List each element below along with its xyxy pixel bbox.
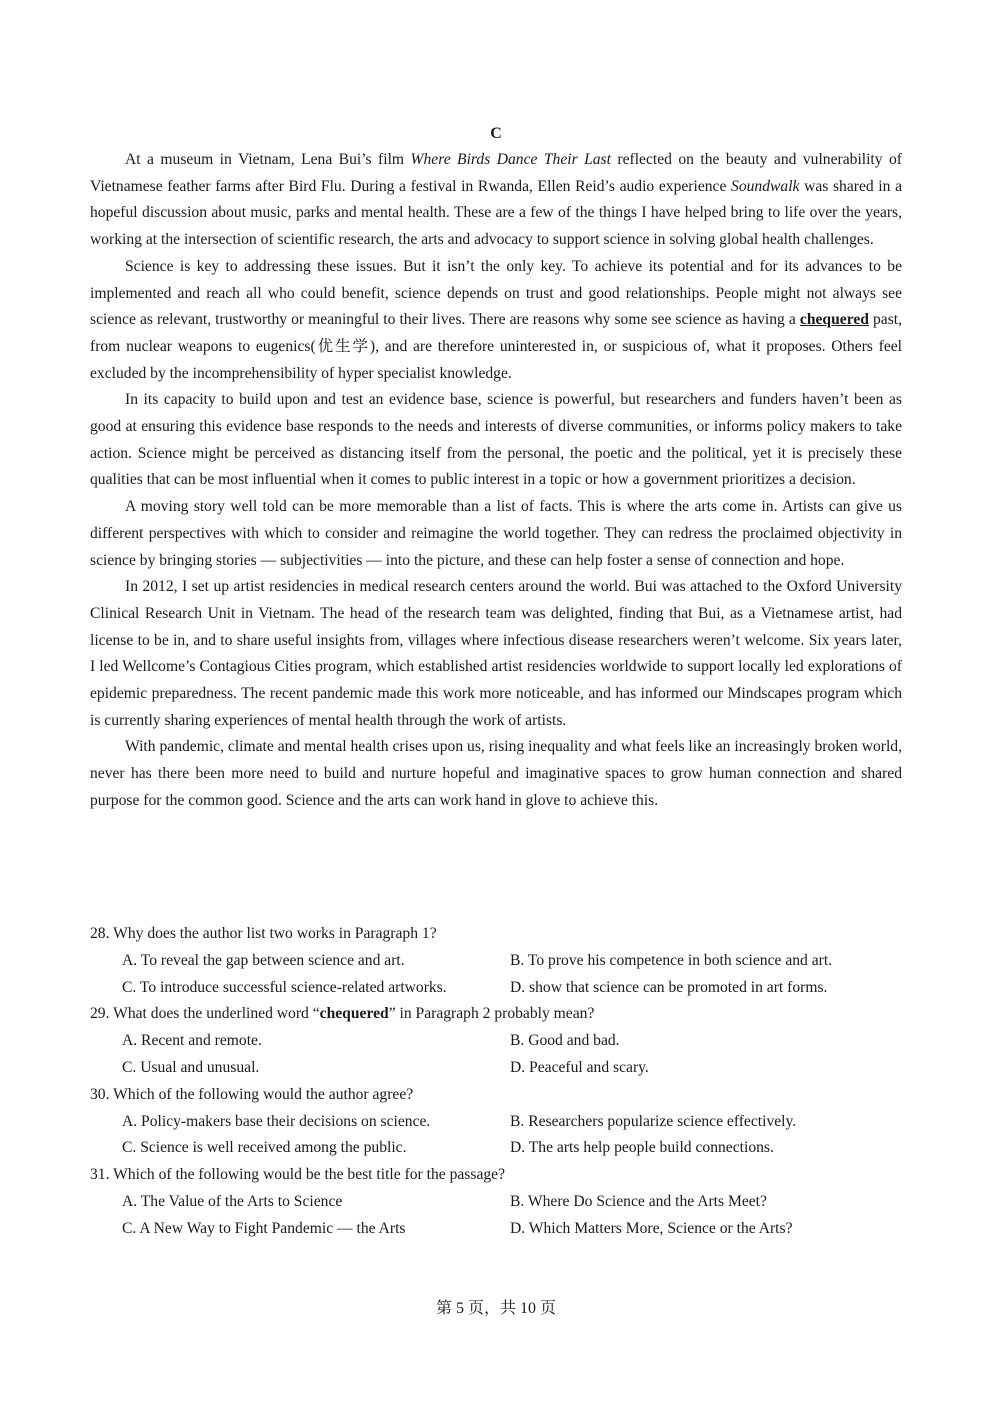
option-c: C. To introduce successful science-related artworks. <box>122 978 447 996</box>
paragraph-2-text-b: past, from nuclear weapons to eugenics(优生学), and are therefore uninterested in, or suspicious of, what it proposes. Others feel excluded by the incomprehensibility of hyper specialist knowledge. <box>90 311 903 382</box>
option-c: C. Usual and unusual. <box>122 1058 260 1076</box>
question-28 <box>90 921 902 1001</box>
question-keyword: chequered <box>319 1005 389 1023</box>
paragraph-3: In its capacity to build upon and test an evidence base, science is powerful, but researchers and funders haven’t been as good at ensuring this evidence base responds to the needs and interests of diverse communities, or informs policy makers to take action. Science might be perceived as distancing itself from the personal, the poetic and the political, yet it is precisely these qualities that can be most influential when it comes to public interest in a topic or how a government prioritizes a decision. <box>90 391 902 489</box>
option-a: A. The Value of the Arts to Science <box>122 1192 343 1210</box>
option-grid <box>90 1109 902 1163</box>
option-grid <box>90 948 902 1002</box>
paragraph-2-text-a: Science is key to addressing these issues. But it isn’t the only key. To achieve its potential and for its advances to be implemented and reach all who could benefit, science depends on trust and good relationships. People might not always see science as relevant, trustworthy or meaningful to their lives. There are reasons why some see science as having a <box>90 257 902 329</box>
question-stem: 28. Why does the author list two works in Paragraph 1? <box>90 925 437 942</box>
paragraph-5: In 2012, I set up artist residencies in medical research centers around the world. Bui was attached to the Oxford University Clinical Research Unit in Vietnam. The head of the research team was delighted, finding that Bui, as a Vietnamese artist, had license to be in, and to share useful insights from, villages where infectious disease researchers weren’t welcome. Six years later, I led Wellcome’s Contagious Cities program, which established artist residencies worldwide to support locally led explorations of epidemic preparedness. The recent pandemic made this work more noticeable, and has informed our Mindscapes program which is currently sharing experiences of mental health through the work of artists. <box>90 578 902 729</box>
option-a: A. To reveal the gap between science and art. <box>122 951 405 969</box>
section-heading: C <box>490 125 502 142</box>
option-c: C. A New Way to Fight Pandemic — the Arts <box>122 1219 406 1237</box>
option-b: B. Where Do Science and the Arts Meet? <box>510 1192 767 1210</box>
option-a: A. Recent and remote. <box>122 1032 262 1050</box>
question-stem: 30. Which of the following would the author agree? <box>90 1085 414 1103</box>
paragraph-1-text-b: reflected on the beauty and vulnerability of Vietnamese feather farms after Bird Flu. During a festival in Rwanda, Ellen Reid’s audio experience <box>90 151 902 195</box>
option-b: B. Researchers popularize science effectively. <box>510 1112 797 1130</box>
option-d: D. Which Matters More, Science or the Arts? <box>510 1219 793 1237</box>
option-grid <box>90 1028 902 1082</box>
option-b: B. Good and bad. <box>510 1032 620 1050</box>
option-d: D. The arts help people build connections. <box>510 1139 774 1157</box>
question-31 <box>90 1162 902 1242</box>
underlined-word: chequered <box>799 311 869 329</box>
paragraph-1 <box>90 147 902 254</box>
option-grid <box>90 1189 902 1243</box>
question-stem-text-a: 29. What does the underlined word “ <box>90 1005 320 1023</box>
question-list <box>90 921 902 1243</box>
paragraph-1-text-c: was shared in a hopeful discussion about music, parks and mental health. These are a few of the things I have helped bring to life over the years, working at the intersection of scientific research, the arts and advocacy to support science in solving global health challenges. <box>90 177 902 249</box>
question-stem: 31. Which of the following would be the best title for the passage? <box>90 1166 506 1184</box>
question-stem <box>90 1001 902 1028</box>
option-a: A. Policy-makers base their decisions on science. <box>122 1112 431 1130</box>
option-c: C. Science is well received among the public. <box>122 1139 407 1157</box>
audio-title: Soundwalk <box>731 177 800 195</box>
question-30 <box>90 1082 902 1162</box>
paragraph-2 <box>90 254 902 388</box>
option-d: D. show that science can be promoted in art forms. <box>510 978 828 996</box>
question-stem-text-b: ” in Paragraph 2 probably mean? <box>388 1005 595 1023</box>
page-number: 第 5 页，共 10 页 <box>435 1300 556 1317</box>
reading-passage <box>90 147 902 815</box>
option-b: B. To prove his competence in both science and art. <box>510 951 833 969</box>
film-title: Where Birds Dance Their Last <box>410 151 611 168</box>
option-d: D. Peaceful and scary. <box>510 1058 649 1076</box>
question-29 <box>90 1001 902 1081</box>
paragraph-6: With pandemic, climate and mental health crises upon us, rising inequality and what feels like an increasingly broken world, never has there been more need to build and nurture hopeful and imaginative spaces to grow human connection and shared purpose for the common good. Science and the arts can work hand in glove to achieve this. <box>90 738 902 809</box>
paragraph-1-text-a: At a museum in Vietnam, Lena Bui’s film <box>125 151 411 168</box>
paragraph-4: A moving story well told can be more memorable than a list of facts. This is where the arts come in. Artists can give us different perspectives with which to consider and reimagine the world together. They can redress the proclaimed objectivity in science by bringing stories — subjectivities — into the picture, and these can help foster a sense of connection and hope. <box>90 498 902 569</box>
